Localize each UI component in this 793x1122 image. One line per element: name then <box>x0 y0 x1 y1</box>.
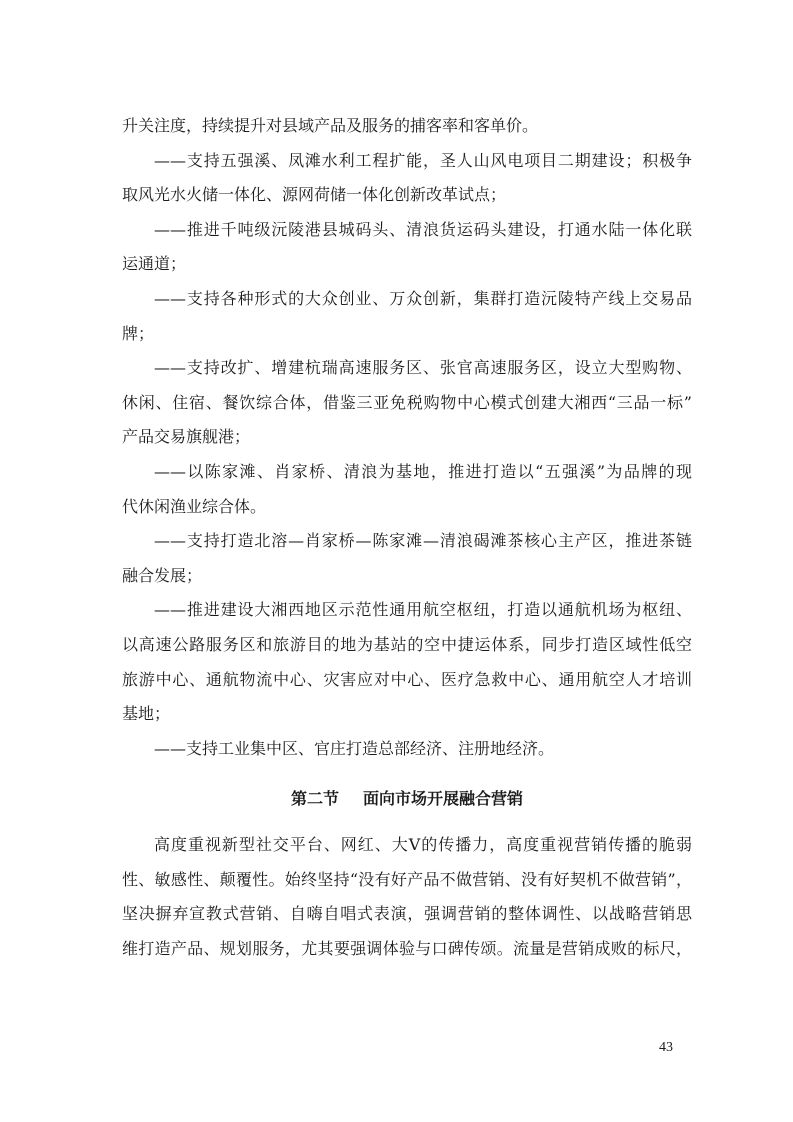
paragraph-line: ——支持改扩、增建杭瑞高速服务区、张官高速服务区，设立大型购物、 <box>154 358 692 378</box>
paragraph-line: 维打造产品、规划服务，尤其要强调体验与口碑传颂。流量是营销成败的标尺， <box>122 939 692 959</box>
paragraph-line: 坚决摒弃宣教式营销、自嗨自唱式表演，强调营销的整体调性、以战略营销思 <box>122 904 692 924</box>
section-number: 第二节 <box>290 789 339 809</box>
page-number: 43 <box>659 1040 673 1055</box>
paragraph-line: ——支持工业集中区、官庄打造总部经济、注册地经济。 <box>154 738 555 758</box>
section-title: 面向市场开展融合营销 <box>363 789 524 809</box>
paragraph-line: 休闲、住宿、餐饮综合体，借鉴三亚免税购物中心模式创建大湘西“三品一标” <box>122 392 692 412</box>
paragraph-line: ——支持打造北溶—肖家桥—陈家滩—清浪碣滩茶核心主产区，推进茶链 <box>154 531 692 551</box>
page-content <box>122 109 692 967</box>
paragraph-line: 基地； <box>122 704 171 724</box>
paragraph-line: 以高速公路服务区和旅游目的地为基站的空中捷运体系，同步打造区域性低空 <box>122 634 692 654</box>
paragraph-line: ——支持五强溪、凤滩水利工程扩能，圣人山风电项目二期建设；积极争 <box>154 150 692 170</box>
paragraph-line: 旅游中心、通航物流中心、灾害应对中心、医疗急救中心、通用航空人才培训 <box>122 669 692 689</box>
paragraph-line: ——支持各种形式的大众创业、万众创新，集群打造沅陵特产线上交易品 <box>154 288 692 308</box>
paragraph-line: 产品交易旗舰港； <box>122 427 251 447</box>
paragraph-line: 性、敏感性、颠覆性。始终坚持“没有好产品不做营销、没有好契机不做营销”， <box>122 869 692 889</box>
paragraph-line: 取风光水火储一体化、源网荷储一体化创新改革试点； <box>122 185 507 205</box>
paragraph-line: ——以陈家滩、肖家桥、清浪为基地，推进打造以“五强溪”为品牌的现 <box>154 461 692 481</box>
section-heading <box>122 782 692 816</box>
paragraph-line: 升关注度，持续提升对县域产品及服务的捕客率和客单价。 <box>122 116 539 135</box>
paragraph-line: 运通道； <box>122 254 187 274</box>
paragraph-line: 融合发展； <box>122 565 203 585</box>
paragraph-line: 牌； <box>122 323 155 343</box>
paragraph-line: 高度重视新型社交平台、网红、大V的传播力，高度重视营销传播的脆弱 <box>154 835 692 855</box>
paragraph-line: 代休闲渔业综合体。 <box>122 496 267 516</box>
paragraph-line: ——推进千吨级沅陵港县城码头、清浪货运码头建设，打通水陆一体化联 <box>154 219 692 239</box>
paragraph-line: ——推进建设大湘西地区示范性通用航空枢纽，打造以通航机场为枢纽、 <box>154 600 692 620</box>
